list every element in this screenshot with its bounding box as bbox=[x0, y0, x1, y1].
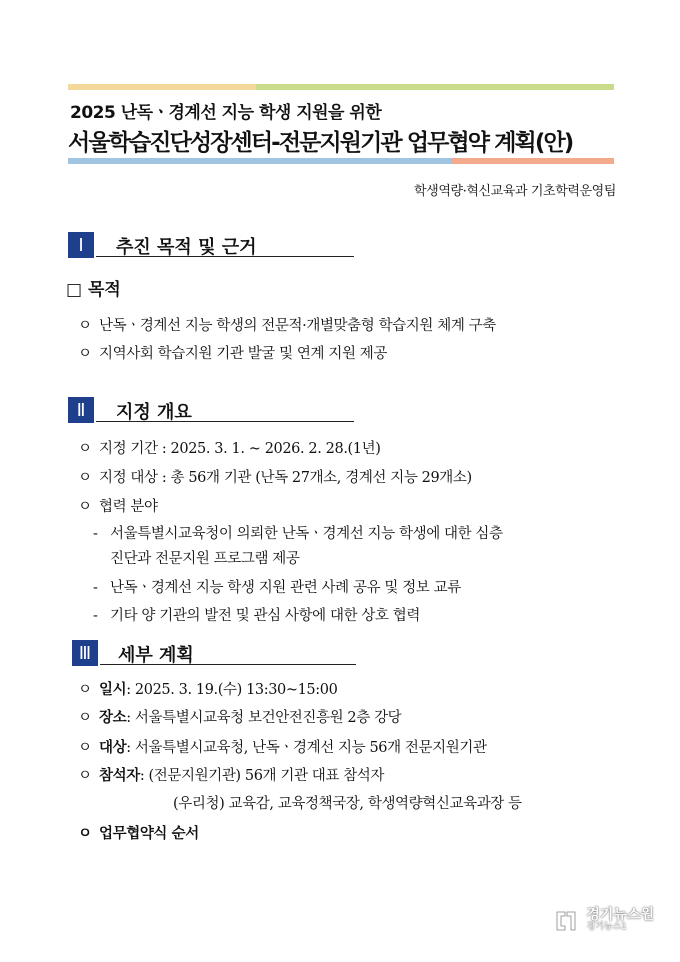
section-3-title: 세부 계획 bbox=[118, 645, 194, 666]
cooperation-sub-item-1-continued: 진단과 전문지원 프로그램 제공 bbox=[110, 551, 300, 567]
department-name: 학생역량·혁신교육과 기초학력운영팀 bbox=[414, 184, 616, 199]
header-accent-bar-top-right bbox=[256, 84, 614, 90]
header-accent-bar-bottom-left bbox=[68, 158, 452, 164]
detail-place: ㅇ 장소: 서울특별시교육청 보건안전진흥원 2층 강당 bbox=[78, 709, 402, 726]
datetime-label: 일시 bbox=[99, 681, 127, 698]
detail-attendees: ㅇ 참석자: (전문지원기관) 56개 기관 대표 참석자 bbox=[78, 767, 385, 784]
news-logo-icon bbox=[553, 908, 579, 934]
bullet-symbol: ㅇ bbox=[78, 318, 92, 334]
detail-ceremony: ㅇ 업무협약식 순서 bbox=[78, 825, 199, 842]
place-value: : 서울특별시교육청 보건안전진흥원 2층 강당 bbox=[126, 710, 402, 726]
section-1-title: 추진 목적 및 근거 bbox=[116, 237, 257, 258]
purpose-item-2: ㅇ 지역사회 학습지원 기관 발굴 및 연계 지원 제공 bbox=[78, 342, 387, 363]
datetime-value: : 2025. 3. 19.(수) 13:30~15:00 bbox=[126, 682, 338, 698]
section-3-underline bbox=[100, 664, 356, 665]
detail-datetime: ㅇ 일시: 2025. 3. 19.(수) 13:30~15:00 bbox=[78, 681, 338, 698]
cooperation-sub-item-3: - 기타 양 기관의 발전 및 관심 사항에 대한 상호 협력 bbox=[93, 608, 421, 624]
purpose-item-1: ㅇ 난독ㆍ경계선 지능 학생의 전문적·개별맞춤형 학습지원 체계 구축 bbox=[78, 314, 496, 335]
place-label: 장소 bbox=[99, 709, 127, 726]
target-value: : 서울특별시교육청, 난독ㆍ경계선 지능 56개 전문지원기관 bbox=[126, 740, 487, 756]
watermark-logo bbox=[553, 908, 654, 934]
cooperation-sub-item-2: - 난독ㆍ경계선 지능 학생 지원 관련 사례 공유 및 정보 교류 bbox=[93, 580, 461, 596]
purpose-heading: □ 목적 bbox=[66, 280, 121, 300]
section-1-underline bbox=[96, 256, 354, 257]
overview-item-cooperation: ㅇ 협력 분야 bbox=[78, 499, 158, 515]
detail-target: ㅇ 대상: 서울특별시교육청, 난독ㆍ경계선 지능 56개 전문지원기관 bbox=[78, 739, 487, 756]
section-1-number: Ⅰ bbox=[68, 232, 94, 258]
overview-item-targets: ㅇ 지정 대상 : 총 56개 기관 (난독 27개소, 경계선 지능 29개소) bbox=[78, 470, 472, 486]
section-2-underline bbox=[96, 421, 354, 422]
attendees-value: : (전문지원기관) 56개 기관 대표 참석자 bbox=[139, 768, 385, 784]
watermark-main-text: 경기뉴스원 bbox=[586, 907, 654, 923]
document-subtitle: 2025 난독ㆍ경계선 지능 학생 지원을 위한 bbox=[70, 103, 382, 123]
document-title: 서울학습진단성장센터-전문지원기관 업무협약 계획(안) bbox=[68, 130, 573, 156]
attendees-label: 참석자 bbox=[99, 767, 140, 784]
header-accent-bar-bottom-right bbox=[452, 158, 614, 164]
watermark-sub-text: 경기뉴스1 bbox=[586, 922, 627, 932]
cooperation-sub-item-1: - 서울특별시교육청이 의뢰한 난독ㆍ경계선 지능 학생에 대한 심층 bbox=[93, 526, 503, 542]
section-3-number: Ⅲ bbox=[72, 640, 98, 666]
section-2-title: 지정 개요 bbox=[116, 402, 192, 423]
bullet-symbol: ㅇ bbox=[78, 346, 92, 362]
detail-attendees-continued: (우리청) 교육감, 교육정책국장, 학생역량혁신교육과장 등 bbox=[173, 796, 522, 812]
section-2-number: Ⅱ bbox=[68, 397, 94, 423]
header-accent-bar-top-left bbox=[68, 84, 256, 90]
overview-item-period: ㅇ 지정 기간 : 2025. 3. 1. ~ 2026. 2. 28.(1년) bbox=[78, 441, 381, 457]
target-label: 대상 bbox=[99, 739, 127, 756]
